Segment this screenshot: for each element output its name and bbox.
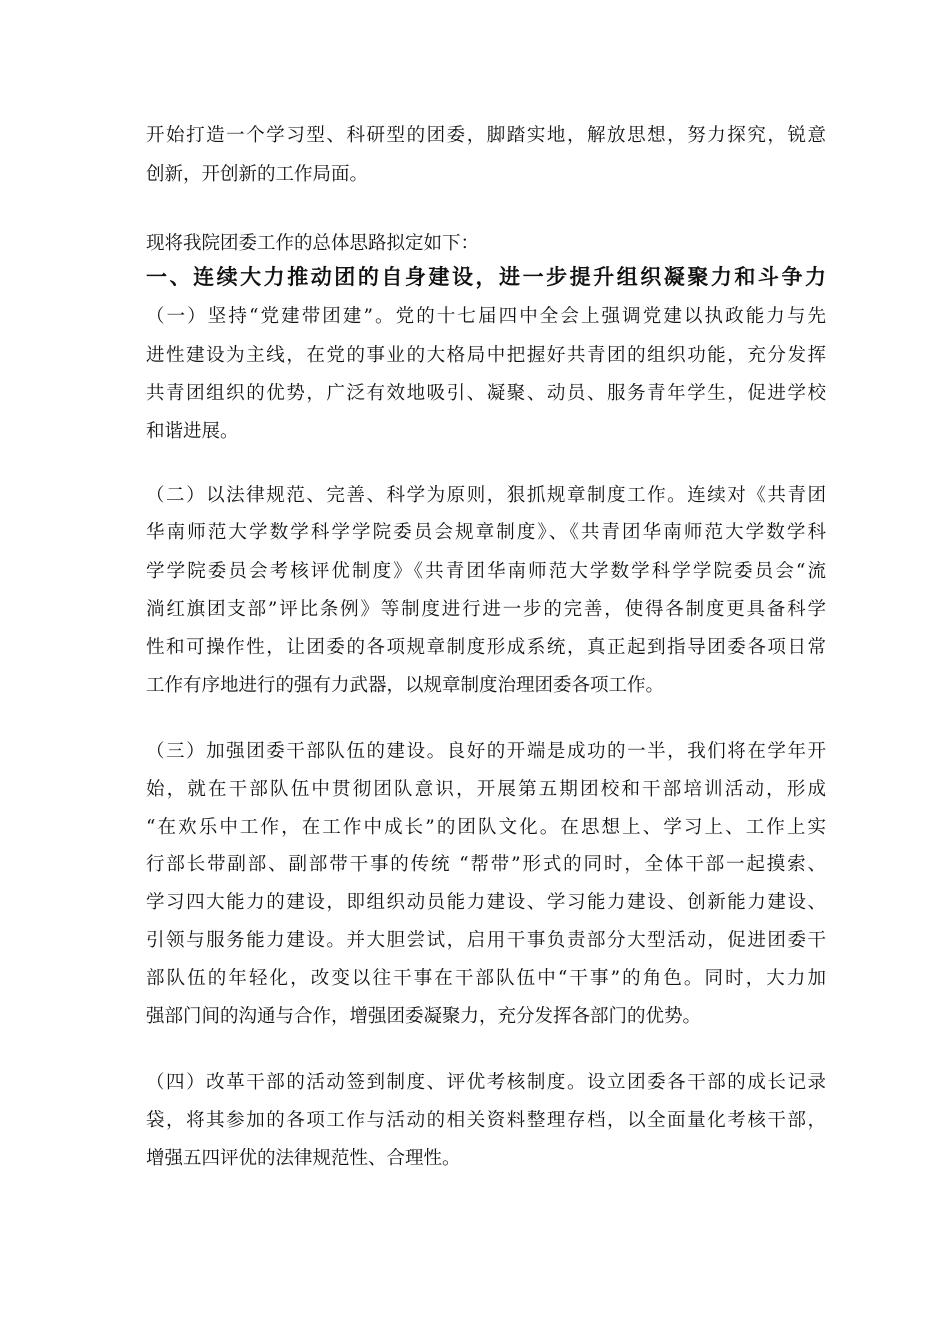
intro-line-2: 创新，开创新的工作局面。 (146, 164, 369, 185)
para4-line-2: 袋，将其参加的各项工作与活动的相关资料整理存档，以全面量化考核干部， (146, 1110, 826, 1131)
para2-line-5: 性和可操作性，让团委的各项规章制度形成系统，真正起到指导团委各项日常 (146, 637, 826, 658)
para2-line-4: 淌红旗团支部”评比条例》等制度进行进一步的完善，使得各制度更具备科学 (146, 599, 826, 620)
para1-line-4: 和谐进展。 (146, 421, 239, 442)
para2-line-2: 华南师范大学数学科学学院委员会规章制度》、《共青团华南师范大学数学科 (146, 522, 826, 543)
para3-line-3: “在欢乐中工作，在工作中成长”的团队文化。在思想上、学习上、工作上实 (146, 817, 826, 838)
para2-line-6: 工作有序地进行的强有力武器，以规章制度治理团委各项工作。 (146, 675, 665, 696)
lead-line: 现将我院团委工作的总体思路拟定如下： (146, 233, 480, 254)
para3-line-2: 始，就在干部队伍中贯彻团队意识，开展第五期团校和干部培训活动，形成 (146, 779, 826, 800)
para3-line-8: 强部门间的沟通与合作，增强团委凝聚力，充分发挥各部门的优势。 (146, 1006, 702, 1027)
para2-line-1: （二）以法律规范、完善、科学为原则，狠抓规章制度工作。连续对《共青团 (146, 485, 826, 506)
para1-line-1: （一）坚持“党建带团建”。党的十七届四中全会上强调党建以执政能力与先 (146, 306, 826, 327)
para1-line-3: 共青团组织的优势，广泛有效地吸引、凝聚、动员、服务青年学生，促进学校 (146, 383, 826, 404)
section-heading: 一、连续大力推动团的自身建设，进一步提升组织凝聚力和斗争力 (146, 265, 826, 289)
intro-line-1: 开始打造一个学习型、科研型的团委，脚踏实地，解放思想，努力探究，锐意 (146, 125, 826, 146)
para4-line-1: （四）改革干部的活动签到制度、评优考核制度。设立团委各干部的成长记录 (146, 1072, 826, 1093)
para1-line-2: 进性建设为主线，在党的事业的大格局中把握好共青团的组织功能，充分发挥 (146, 345, 826, 366)
para4-line-3: 增强五四评优的法律规范性、合理性。 (146, 1148, 461, 1169)
para3-line-5: 学习四大能力的建设，即组织动员能力建设、学习能力建设、创新能力建设、 (146, 892, 826, 913)
para3-line-6: 引领与服务能力建设。并大胆尝试，启用干事负责部分大型活动，促进团委干 (146, 930, 826, 951)
para3-line-4: 行部长带副部、副部带干事的传统 “帮带”形式的同时，全体干部一起摸索、 (146, 854, 826, 875)
para3-line-7: 部队伍的年轻化，改变以往干事在干部队伍中“干事”的角色。同时，大力加 (146, 968, 826, 989)
para2-line-3: 学学院委员会考核评优制度》《共青团华南师范大学数学科学学院委员会“流 (146, 561, 826, 582)
para3-line-1: （三）加强团委干部队伍的建设。良好的开端是成功的一半，我们将在学年开 (146, 741, 826, 762)
